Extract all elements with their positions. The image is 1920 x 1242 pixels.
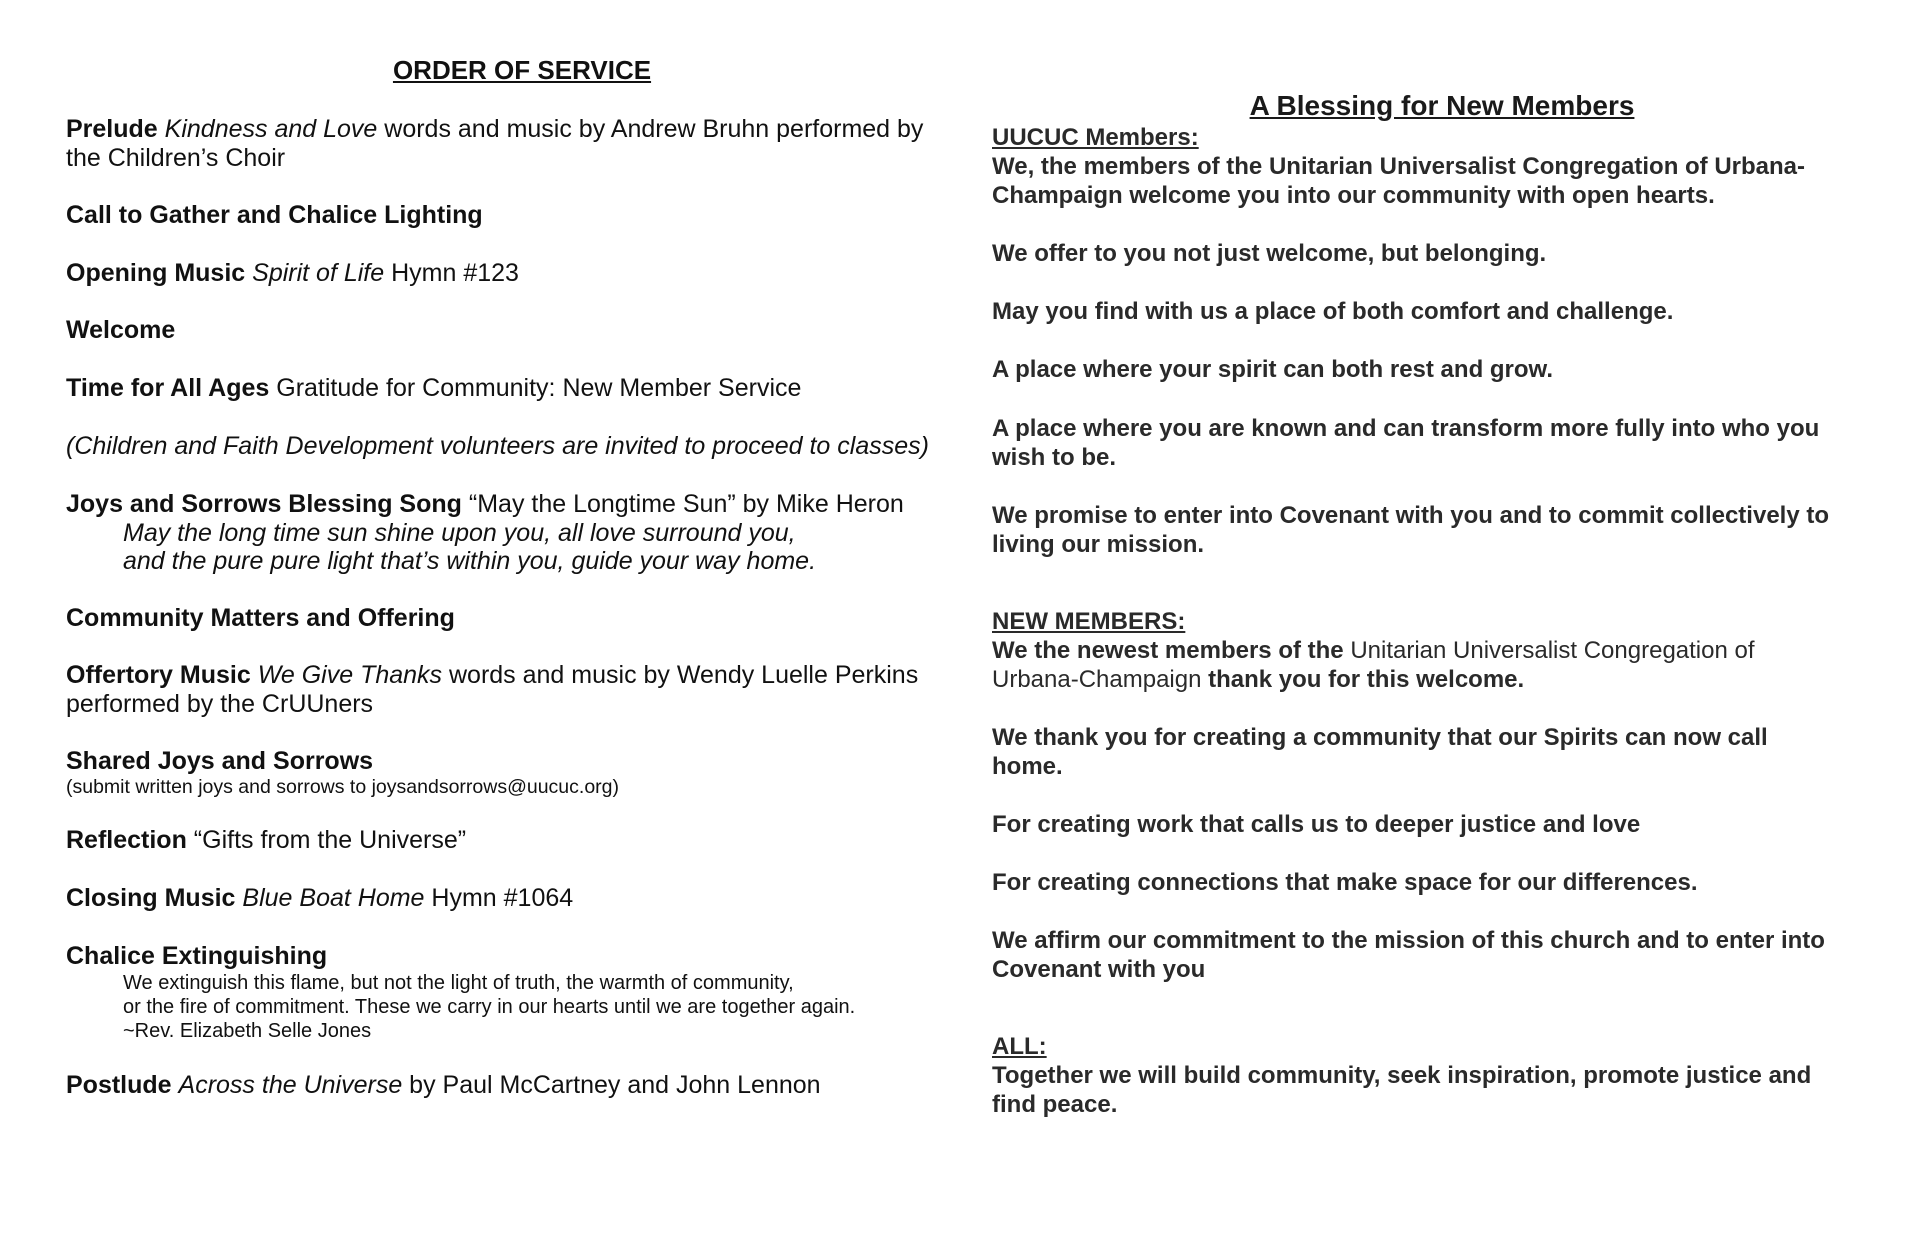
members-text-3: May you find with us a place of both comfort and challenge.	[992, 298, 1674, 325]
time-for-all-ages: Time for All Ages Gratitude for Community: New Member Service	[66, 374, 802, 402]
joys-sorrows-song: Joys and Sorrows Blessing Song “May the Longtime Sun” by Mike Heron	[66, 490, 904, 518]
new-members-heading: NEW MEMBERS:	[992, 608, 1186, 635]
members-text-2: We offer to you not just welcome, but belonging.	[992, 240, 1547, 267]
members-text-1a: We, the members of the Unitarian Universalist Congregation of Urbana-	[992, 153, 1806, 180]
new-members-text-2a: We thank you for creating a community that our Spirits can now call	[992, 724, 1768, 751]
chalice-ext-line-1: We extinguish this flame, but not the light of truth, the warmth of community,	[123, 972, 794, 994]
members-text-5a: A place where you are known and can transform more fully into who you	[992, 415, 1820, 442]
song-lyric-2: and the pure pure light that’s within you, guide your way home.	[123, 547, 817, 575]
new-members-text-4: For creating connections that make space for our differences.	[992, 869, 1698, 896]
prelude-line-2: the Children’s Choir	[66, 144, 286, 172]
opening-music: Opening Music Spirit of Life Hymn #123	[66, 259, 519, 287]
members-text-5b: wish to be.	[992, 444, 1117, 471]
members-text-1b: Champaign welcome you into our community with open hearts.	[992, 182, 1715, 209]
song-lyric-1: May the long time sun shine upon you, all love surround you,	[123, 519, 796, 547]
new-members-text-2b: home.	[992, 753, 1063, 780]
members-text-4: A place where your spirit can both rest and grow.	[992, 356, 1553, 383]
new-members-text-1a: We the newest members of the Unitarian Universalist Congregation of	[992, 637, 1755, 664]
postlude: Postlude Across the Universe by Paul McCartney and John Lennon	[66, 1071, 821, 1099]
all-heading: ALL:	[992, 1033, 1047, 1060]
new-members-text-1b: Urbana-Champaign thank you for this welcome.	[992, 666, 1525, 693]
members-text-6a: We promise to enter into Covenant with you and to commit collectively to	[992, 502, 1829, 529]
all-text-a: Together we will build community, seek inspiration, promote justice and	[992, 1062, 1812, 1089]
closing-music: Closing Music Blue Boat Home Hymn #1064	[66, 884, 574, 912]
reflection: Reflection “Gifts from the Universe”	[66, 826, 467, 854]
chalice-ext-attribution: ~Rev. Elizabeth Selle Jones	[123, 1020, 372, 1042]
order-of-service-title: ORDER OF SERVICE	[392, 55, 652, 85]
offertory-line-2: performed by the CrUUners	[66, 690, 374, 718]
members-text-6b: living our mission.	[992, 531, 1205, 558]
new-members-text-5b: Covenant with you	[992, 956, 1206, 983]
prelude-line: Prelude Kindness and Love words and music by Andrew Bruhn performed by	[66, 115, 924, 143]
offertory-music: Offertory Music We Give Thanks words and music by Wendy Luelle Perkins	[66, 661, 919, 689]
all-text-b: find peace.	[992, 1091, 1118, 1118]
welcome: Welcome	[66, 316, 176, 344]
new-members-text-5a: We affirm our commitment to the mission of this church and to enter into	[992, 927, 1825, 954]
children-note: (Children and Faith Development volunteers are invited to proceed to classes)	[66, 432, 929, 460]
community-matters: Community Matters and Offering	[66, 604, 455, 632]
new-members-text-3: For creating work that calls us to deeper justice and love	[992, 811, 1641, 838]
chalice-ext-line-2: or the fire of commitment. These we carry in our hearts until we are together again.	[123, 996, 856, 1018]
shared-joys-note: (submit written joys and sorrows to joysandsorrows@uucuc.org)	[66, 776, 619, 798]
blessing-title: A Blessing for New Members	[1249, 90, 1635, 121]
members-heading: UUCUC Members:	[992, 124, 1199, 151]
call-to-gather: Call to Gather and Chalice Lighting	[66, 201, 483, 229]
chalice-extinguishing: Chalice Extinguishing	[66, 942, 328, 970]
shared-joys: Shared Joys and Sorrows	[66, 747, 374, 775]
